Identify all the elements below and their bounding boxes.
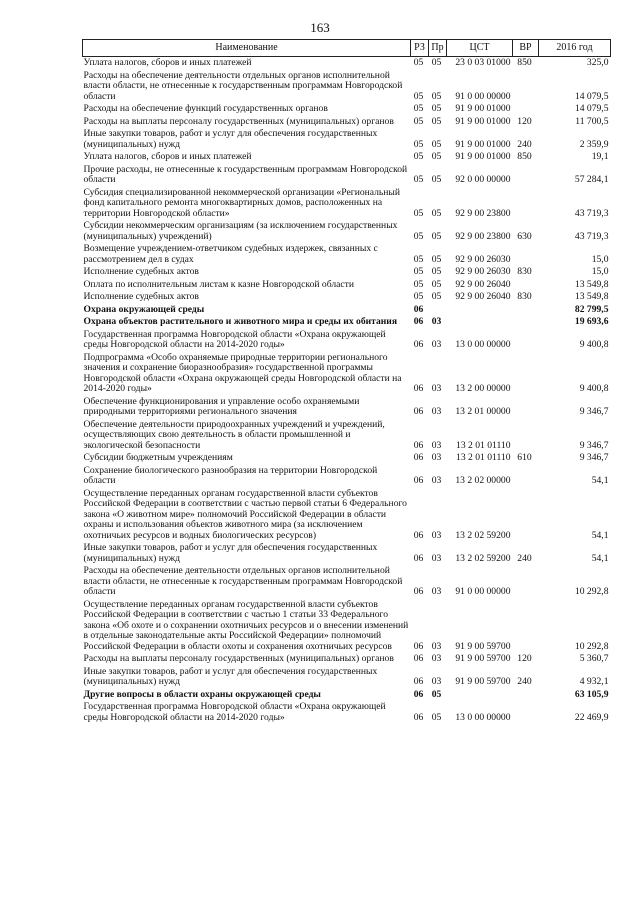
row-name: Обеспечение функционирования и управление особо охраняемыми природными территориями регионального значения <box>83 395 360 417</box>
row-sum: 9 346,7 <box>579 452 609 463</box>
row-rz: 06 <box>413 316 424 327</box>
row-name: Субсидии некоммерческим организациям (за исключением государственных (муниципальных) учреждений) <box>83 220 398 242</box>
row-cst <box>447 304 513 317</box>
header-vr: ВР <box>513 40 539 57</box>
table-row <box>83 103 611 116</box>
row-sum: 54,1 <box>591 475 609 486</box>
table-row <box>83 542 611 565</box>
row-name: Прочие расходы, не отнесенные к государственным программам Новгородской области <box>83 163 408 185</box>
header-cst: ЦСТ <box>447 40 513 57</box>
row-rz: 06 <box>413 383 424 394</box>
header-pr: Пр <box>429 40 447 57</box>
row-vr <box>513 243 539 266</box>
row-cst: 91 9 00 01000 <box>455 138 511 150</box>
row-pr: 03 <box>431 339 442 350</box>
row-rz: 06 <box>413 339 424 350</box>
row-pr: 05 <box>431 103 442 114</box>
row-name: Субсидия специализированной некоммерческой организации «Региональный фонд капитального ремонта многоквартирных домов, расположенных на территории Новгородской области» <box>83 186 400 219</box>
table-row <box>83 128 611 151</box>
row-sum: 9 400,8 <box>579 383 609 394</box>
row-cst: 13 2 01 01110 <box>456 439 511 451</box>
row-rz: 06 <box>413 303 424 315</box>
budget-table <box>82 39 611 724</box>
row-cst: 13 2 00 00000 <box>455 383 511 394</box>
row-vr <box>513 352 539 396</box>
row-name: Расходы на выплаты персоналу государственных (муниципальных) органов <box>83 115 394 127</box>
row-name: Сохранение биологического разнообразия на территории Новгородской области <box>83 464 378 486</box>
row-cst: 13 0 00 00000 <box>455 711 511 723</box>
row-cst: 91 9 00 59700 <box>455 676 511 687</box>
row-vr: 610 <box>517 452 532 463</box>
row-sum: 14 079,5 <box>574 90 609 102</box>
row-vr <box>513 103 539 116</box>
row-sum: 63 105,9 <box>574 688 609 700</box>
row-rz: 05 <box>413 230 424 242</box>
row-pr: 03 <box>431 475 442 486</box>
row-rz: 06 <box>413 552 424 564</box>
row-rz: 05 <box>413 207 424 219</box>
row-sum: 19,1 <box>591 151 609 162</box>
row-name: Охрана объектов растительного и животного мира и среды их обитания <box>83 316 398 327</box>
row-cst: 91 9 00 01000 <box>455 103 511 114</box>
row-cst: 92 9 00 23800 <box>455 230 511 242</box>
row-vr: 240 <box>517 552 532 564</box>
table-row <box>83 57 611 70</box>
row-cst: 13 2 01 01110 <box>456 452 511 463</box>
row-cst <box>447 316 513 329</box>
row-cst: 92 9 00 26030 <box>455 253 511 265</box>
row-cst: 13 2 02 59200 <box>455 529 511 541</box>
row-name: Расходы на обеспечение деятельности отдельных органов исполнительной власти области, не отнесенные к государственным программам Новгородской области <box>83 69 403 102</box>
row-cst: 92 9 00 23800 <box>455 207 511 219</box>
row-vr <box>513 701 539 724</box>
row-vr <box>513 396 539 419</box>
row-name: Исполнение судебных актов <box>83 291 199 302</box>
row-cst: 91 9 00 59700 <box>455 640 511 652</box>
table-row <box>83 266 611 279</box>
row-vr: 630 <box>517 230 532 242</box>
row-vr: 830 <box>517 266 532 277</box>
row-rz: 05 <box>413 138 424 150</box>
row-rz: 05 <box>413 151 424 162</box>
row-sum: 54,1 <box>591 552 609 564</box>
row-pr: 05 <box>431 115 442 127</box>
row-rz: 06 <box>413 676 424 687</box>
row-sum: 9 346,7 <box>579 439 609 451</box>
row-vr: 240 <box>517 138 532 150</box>
row-cst: 92 9 00 26040 <box>455 278 511 290</box>
row-pr: 05 <box>431 207 442 219</box>
row-sum: 15,0 <box>591 253 609 265</box>
row-pr: 05 <box>431 151 442 162</box>
header-year: 2016 год <box>539 40 611 57</box>
row-sum: 5 360,7 <box>579 653 609 664</box>
row-vr: 240 <box>517 676 532 687</box>
row-cst: 92 0 00 00000 <box>455 174 511 185</box>
row-vr: 830 <box>517 291 532 302</box>
row-pr: 03 <box>431 406 442 417</box>
table-row <box>83 329 611 352</box>
row-vr: 120 <box>517 653 532 664</box>
table-row <box>83 116 611 129</box>
row-name: Возмещение учреждением-ответчиком судебных издержек, связанных с рассмотрением дел в судах <box>83 243 378 265</box>
row-vr <box>513 689 539 702</box>
row-pr: 03 <box>431 676 442 687</box>
row-name: Оплата по исполнительным листам к казне Новгородской области <box>83 278 354 290</box>
row-rz: 06 <box>413 406 424 417</box>
row-name: Субсидии бюджетным учреждениям <box>83 452 233 463</box>
row-vr <box>513 70 539 104</box>
row-sum: 13 549,8 <box>574 291 609 302</box>
row-rz: 06 <box>413 452 424 463</box>
table-row <box>83 164 611 187</box>
row-rz: 06 <box>413 688 424 700</box>
row-sum: 325,0 <box>586 57 609 68</box>
row-rz: 05 <box>413 57 424 68</box>
row-sum: 2 359,9 <box>579 138 609 150</box>
row-name: Расходы на обеспечение деятельности отдельных органов исполнительной власти области, не отнесенные к государственным программам Новгородской области <box>83 565 403 597</box>
row-rz: 06 <box>413 529 424 541</box>
table-row <box>83 653 611 666</box>
row-name: Иные закупки товаров, работ и услуг для обеспечения государственных (муниципальных) нужд <box>83 542 378 564</box>
row-pr: 05 <box>431 266 442 277</box>
row-sum: 11 700,5 <box>575 115 609 127</box>
row-vr <box>513 599 539 654</box>
row-vr: 850 <box>517 57 532 68</box>
row-rz: 06 <box>413 711 424 723</box>
row-rz: 06 <box>413 586 424 597</box>
row-pr: 03 <box>431 529 442 541</box>
row-sum: 19 693,6 <box>574 316 609 327</box>
row-vr <box>513 465 539 488</box>
row-sum: 57 284,1 <box>574 174 609 185</box>
row-name: Государственная программа Новгородской области «Охрана окружающей среды Новгородской области на 2014-2020 годы» <box>83 701 386 723</box>
row-name: Подпрограмма «Особо охраняемые природные территории регионального значения и сохранение биоразнообразия» государственной программы Новгородской области «Охрана окружающей среды Новгородской области на 2014-2020 годы» <box>83 351 402 394</box>
row-pr: 05 <box>431 230 442 242</box>
row-rz: 06 <box>413 640 424 652</box>
row-rz: 05 <box>413 115 424 127</box>
row-pr: 03 <box>431 383 442 394</box>
table-row <box>83 70 611 104</box>
row-rz: 06 <box>413 439 424 451</box>
row-cst: 91 0 00 00000 <box>455 586 511 597</box>
row-vr <box>513 488 539 543</box>
row-cst: 92 9 00 26030 <box>455 266 511 277</box>
table-row <box>83 151 611 164</box>
row-pr: 03 <box>431 452 442 463</box>
row-rz: 05 <box>413 291 424 302</box>
row-pr: 05 <box>431 711 442 723</box>
row-cst: 91 0 00 00000 <box>455 90 511 102</box>
row-name: Расходы на выплаты персоналу государственных (муниципальных) органов <box>83 653 394 664</box>
row-cst: 92 9 00 26040 <box>455 291 511 302</box>
row-vr <box>513 565 539 599</box>
row-vr <box>513 304 539 317</box>
row-pr: 03 <box>431 586 442 597</box>
row-sum: 54,1 <box>591 529 609 541</box>
table-row <box>83 396 611 419</box>
row-cst: 23 0 03 01000 <box>455 57 511 68</box>
row-sum: 10 292,8 <box>574 640 609 652</box>
table-row <box>83 599 611 654</box>
table-body <box>83 57 611 725</box>
row-cst: 91 9 00 01000 <box>455 151 511 162</box>
row-sum: 4 932,1 <box>579 676 609 687</box>
row-pr: 03 <box>431 640 442 652</box>
row-pr: 05 <box>431 138 442 150</box>
table-row <box>83 452 611 465</box>
row-vr <box>513 329 539 352</box>
row-cst: 13 2 02 59200 <box>455 552 511 564</box>
table-row <box>83 488 611 543</box>
row-vr <box>513 187 539 221</box>
row-name: Иные закупки товаров, работ и услуг для обеспечения государственных (муниципальных) нужд <box>83 665 378 687</box>
row-cst: 91 9 00 59700 <box>455 653 511 664</box>
row-sum: 15,0 <box>591 266 609 277</box>
table-row <box>83 187 611 221</box>
row-name: Уплата налогов, сборов и иных платежей <box>83 57 252 68</box>
row-sum: 10 292,8 <box>574 586 609 597</box>
row-pr: 03 <box>431 552 442 564</box>
row-rz: 05 <box>413 266 424 277</box>
table-row <box>83 565 611 599</box>
row-rz: 05 <box>413 253 424 265</box>
row-cst: 13 2 02 00000 <box>455 475 511 486</box>
row-pr: 03 <box>431 316 442 327</box>
row-pr: 05 <box>431 253 442 265</box>
row-sum: 43 719,3 <box>574 207 609 219</box>
table-row <box>83 352 611 396</box>
row-name: Обеспечение деятельности природоохранных учреждений и учреждений, осуществляющих свою деятельность в области промышленной и экологической безопасности <box>83 418 385 451</box>
row-rz: 05 <box>413 90 424 102</box>
row-pr: 05 <box>431 291 442 302</box>
table-row <box>83 243 611 266</box>
row-pr: 03 <box>431 653 442 664</box>
table-row <box>83 279 611 292</box>
table-row <box>83 689 611 702</box>
table-row <box>83 316 611 329</box>
row-rz: 06 <box>413 653 424 664</box>
row-name: Уплата налогов, сборов и иных платежей <box>83 151 252 162</box>
row-name: Осуществление переданных органам государственной власти субъектов Российской Федерации в соответствии с частью первой статьи 6 Федерального закона «О животном мире» полномочий Российской Федерации в области охраны и использования объектов животного мира (за исключением охотничьих ресурсов и водных биологических ресурсов) <box>83 487 407 541</box>
row-vr: 850 <box>517 151 532 162</box>
row-sum: 82 799,5 <box>574 303 609 315</box>
row-rz: 05 <box>413 103 424 114</box>
row-pr: 03 <box>431 439 442 451</box>
table-row <box>83 220 611 243</box>
table-row <box>83 304 611 317</box>
row-cst: 13 2 01 00000 <box>455 406 511 417</box>
row-vr <box>513 164 539 187</box>
table-row <box>83 291 611 304</box>
row-name: Иные закупки товаров, работ и услуг для обеспечения государственных (муниципальных) нужд <box>83 128 378 150</box>
row-pr: 05 <box>431 57 442 68</box>
row-name: Расходы на обеспечение функций государственных органов <box>83 103 328 114</box>
table-row <box>83 465 611 488</box>
row-vr <box>513 279 539 292</box>
row-cst: 13 0 00 00000 <box>455 339 511 350</box>
row-pr <box>429 304 447 317</box>
row-pr: 05 <box>431 688 442 700</box>
row-vr: 120 <box>517 115 532 127</box>
row-sum: 22 469,9 <box>574 711 609 723</box>
row-rz: 06 <box>413 475 424 486</box>
row-sum: 9 400,8 <box>579 339 609 350</box>
table-row <box>83 419 611 453</box>
row-pr: 05 <box>431 278 442 290</box>
row-cst <box>447 689 513 702</box>
row-vr <box>513 419 539 453</box>
row-sum: 9 346,7 <box>579 406 609 417</box>
row-pr: 05 <box>431 174 442 185</box>
row-sum: 43 719,3 <box>574 230 609 242</box>
row-sum: 13 549,8 <box>574 278 609 290</box>
row-rz: 05 <box>413 278 424 290</box>
row-sum: 14 079,5 <box>574 103 609 114</box>
row-name: Исполнение судебных актов <box>83 266 199 277</box>
row-name: Охрана окружающей среды <box>83 303 205 315</box>
row-pr: 05 <box>431 90 442 102</box>
header-name: Наименование <box>83 40 411 57</box>
table-row <box>83 666 611 689</box>
row-name: Другие вопросы в области охраны окружающей среды <box>83 688 321 700</box>
page-number: 163 <box>310 20 330 35</box>
row-name: Государственная программа Новгородской области «Охрана окружающей среды Новгородской области на 2014-2020 годы» <box>83 328 386 350</box>
table-header-row <box>83 40 611 57</box>
row-cst: 91 9 00 01000 <box>455 115 511 127</box>
header-rz: РЗ <box>411 40 429 57</box>
row-name: Осуществление переданных органам государственной власти субъектов Российской Федерации в соответствии с частью 1 статьи 33 Федерального закона «Об охоте и о сохранении охотничьих ресурсов и о внесении изменений в отдельные законодательные акты Российской Федерации» полномочий Российской Федерации в области охоты и сохранения охотничьих ресурсов <box>83 598 409 652</box>
row-rz: 05 <box>413 174 424 185</box>
row-vr <box>513 316 539 329</box>
table-row <box>83 701 611 724</box>
